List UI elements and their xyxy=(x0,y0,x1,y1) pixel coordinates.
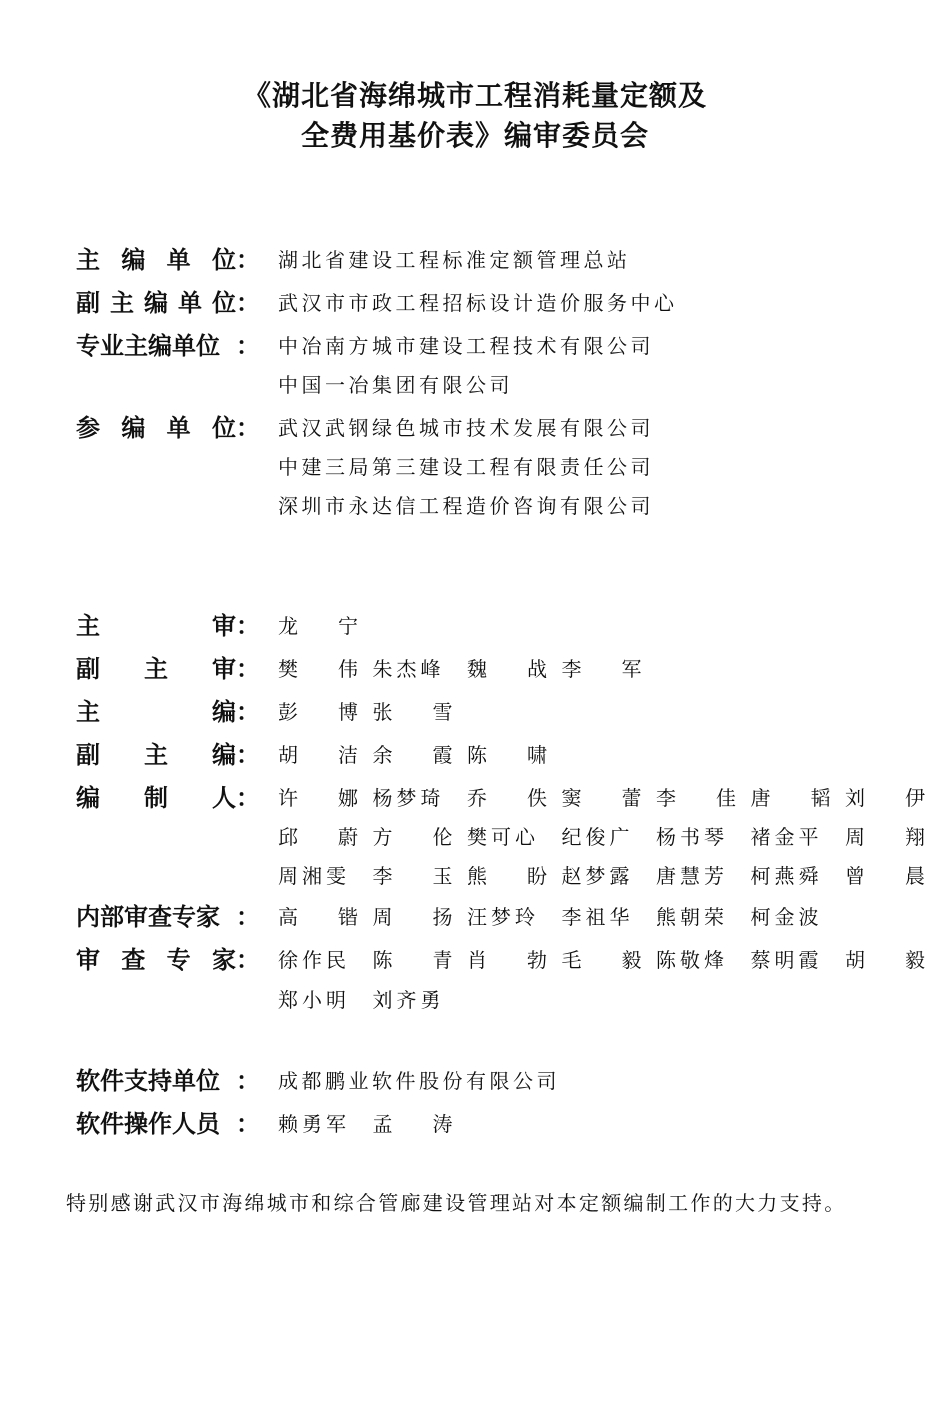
member-name-char: 魏 xyxy=(467,657,487,681)
role-label xyxy=(76,244,236,276)
member-name-char: 刘 xyxy=(372,988,393,1012)
unit-name: 湖北省建设工程标准定额管理总站 xyxy=(278,248,631,272)
member-name-char: 雪 xyxy=(432,700,453,724)
member-name-char: 唐 xyxy=(750,786,771,810)
member-name xyxy=(373,696,453,728)
member-name xyxy=(278,696,358,728)
member-name-char: 金 xyxy=(774,825,795,849)
label-colon: ： xyxy=(236,784,260,812)
role-label-char: 位 xyxy=(211,246,236,274)
member-name xyxy=(562,944,642,976)
role-label xyxy=(76,610,236,642)
document-title-line-2: 全费用基价表》编审委员会 xyxy=(300,119,649,152)
member-name xyxy=(278,821,358,853)
member-names xyxy=(278,1108,918,1140)
member-name-char: 广 xyxy=(609,825,630,849)
member-name-char: 梦 xyxy=(491,905,511,929)
member-name-char: 青 xyxy=(432,948,453,972)
member-name xyxy=(751,782,831,814)
member-name-char: 许 xyxy=(278,786,298,810)
committee-row-continued xyxy=(0,490,950,522)
role-label xyxy=(76,287,236,319)
member-name-char: 伟 xyxy=(338,657,358,681)
member-name xyxy=(278,944,346,976)
committee-row-continued xyxy=(0,369,950,401)
member-name xyxy=(467,653,547,685)
member-name-char: 民 xyxy=(326,948,346,972)
member-name-char: 杰 xyxy=(396,657,417,681)
member-name xyxy=(751,944,819,976)
member-name-char: 作 xyxy=(302,948,322,972)
committee-row-continued xyxy=(0,451,950,483)
member-name-char: 佳 xyxy=(716,786,736,810)
role-label-char: 单 xyxy=(166,246,191,274)
member-name xyxy=(562,782,642,814)
role-label xyxy=(76,944,236,976)
member-name-char: 柯 xyxy=(750,905,771,929)
member-name-char: 周 xyxy=(372,905,393,929)
member-name-char: 汪 xyxy=(467,905,487,929)
member-name-char: 小 xyxy=(302,988,322,1012)
member-name-char: 毅 xyxy=(621,948,642,972)
label-colon: ： xyxy=(236,289,260,317)
member-name-char: 纪 xyxy=(561,825,582,849)
member-names xyxy=(278,610,918,642)
member-name-char: 勃 xyxy=(527,948,547,972)
unit-name: 武汉市市政工程招标设计造价服务中心 xyxy=(278,291,678,315)
label-colon: ： xyxy=(236,698,260,726)
committee-row xyxy=(0,287,950,319)
member-name-char: 李 xyxy=(561,905,582,929)
unit-name: 中建三局第三建设工程有限责任公司 xyxy=(278,455,654,479)
member-name xyxy=(278,984,346,1016)
member-name-char: 平 xyxy=(798,825,819,849)
label-colon: ： xyxy=(236,741,260,769)
member-name xyxy=(467,860,547,892)
member-name-char: 军 xyxy=(326,1112,346,1136)
member-name-char: 彭 xyxy=(278,700,298,724)
member-name-char: 祖 xyxy=(585,905,606,929)
committee-row xyxy=(0,653,950,685)
role-label-char: 家 xyxy=(211,946,236,974)
role-label xyxy=(76,782,236,814)
role-label-char: 审 xyxy=(212,612,236,640)
role-label-char: 查 xyxy=(121,946,146,974)
member-name-char: 伦 xyxy=(432,825,453,849)
member-name-char: 宁 xyxy=(338,614,358,638)
member-name-char: 梦 xyxy=(585,864,606,888)
member-name-char: 舜 xyxy=(798,864,819,888)
role-label-char: 人 xyxy=(212,784,236,812)
committee-row xyxy=(0,412,950,444)
member-names xyxy=(278,860,925,892)
member-name-char: 杨 xyxy=(372,786,393,810)
member-name-char: 玲 xyxy=(515,905,535,929)
member-name-char: 李 xyxy=(656,786,676,810)
role-label xyxy=(76,696,236,728)
committee-row xyxy=(0,739,950,771)
role-label-char: 位 xyxy=(211,414,236,442)
member-name xyxy=(467,821,535,853)
unit-name: 中国一冶集团有限公司 xyxy=(278,373,513,397)
role-label-char: 专 xyxy=(166,946,191,974)
role-label-char: 副 xyxy=(76,655,100,683)
committee-row xyxy=(0,610,950,642)
member-name xyxy=(656,944,724,976)
role-label-char: 单 xyxy=(178,289,202,317)
member-name-char: 樊 xyxy=(467,825,487,849)
member-name-char: 乔 xyxy=(467,786,487,810)
role-label: 软件操作人员 xyxy=(76,1110,220,1138)
role-label: 专业主编单位 xyxy=(76,332,220,360)
member-name xyxy=(373,1108,453,1140)
member-name-char: 俊 xyxy=(585,825,606,849)
member-name-char: 陈 xyxy=(656,948,676,972)
member-name-char: 赖 xyxy=(278,1112,298,1136)
role-label-char: 主 xyxy=(76,246,100,274)
member-name-char: 扬 xyxy=(432,905,453,929)
member-name-char: 褚 xyxy=(750,825,771,849)
member-name xyxy=(656,782,736,814)
member-name xyxy=(373,782,441,814)
member-name-char: 柯 xyxy=(750,864,771,888)
member-name-char: 余 xyxy=(372,743,393,767)
member-name xyxy=(562,860,630,892)
member-names xyxy=(278,696,918,728)
member-name-char: 琴 xyxy=(704,825,724,849)
member-name xyxy=(845,860,925,892)
role-label-char: 主 xyxy=(144,655,168,683)
member-names xyxy=(278,739,918,771)
member-name-char: 娜 xyxy=(338,786,358,810)
member-names xyxy=(278,901,918,933)
member-name-char: 陈 xyxy=(467,743,487,767)
member-name-char: 伊 xyxy=(905,786,925,810)
committee-row xyxy=(0,782,950,814)
member-name-char: 朝 xyxy=(680,905,700,929)
member-name-char: 雯 xyxy=(326,864,346,888)
member-name-char: 曾 xyxy=(845,864,865,888)
member-name xyxy=(278,782,358,814)
member-name xyxy=(751,901,819,933)
member-name-char: 方 xyxy=(372,825,393,849)
member-name-char: 洁 xyxy=(338,743,358,767)
member-name xyxy=(467,782,547,814)
role-label-char: 编 xyxy=(144,289,168,317)
member-name xyxy=(751,860,819,892)
member-name xyxy=(656,901,724,933)
member-names xyxy=(278,653,918,685)
role-label-char: 副 xyxy=(76,289,100,317)
member-name-char: 勇 xyxy=(302,1112,322,1136)
label-colon: ： xyxy=(236,903,260,931)
committee-row xyxy=(0,1108,950,1140)
role-label: 内部审查专家 xyxy=(76,903,220,931)
unit-name: 深圳市永达信工程造价咨询有限公司 xyxy=(278,494,654,518)
member-name-char: 军 xyxy=(621,657,642,681)
member-name-char: 书 xyxy=(680,825,700,849)
member-name-char: 梦 xyxy=(396,786,417,810)
member-name xyxy=(373,821,453,853)
member-name-char: 李 xyxy=(561,657,582,681)
member-name-char: 陈 xyxy=(372,948,393,972)
member-name-char: 博 xyxy=(338,700,358,724)
member-name-char: 霞 xyxy=(798,948,819,972)
role-label-char: 位 xyxy=(212,289,236,317)
member-name-char: 湘 xyxy=(302,864,322,888)
committee-row-continued xyxy=(0,984,950,1016)
role-label-char: 编 xyxy=(212,698,236,726)
role-label xyxy=(76,653,236,685)
member-name-char: 胡 xyxy=(845,948,865,972)
member-name xyxy=(656,860,724,892)
member-names xyxy=(278,782,925,814)
member-name-char: 肖 xyxy=(467,948,487,972)
role-label-char: 单 xyxy=(166,414,191,442)
member-name-char: 盼 xyxy=(527,864,547,888)
label-colon: ： xyxy=(236,655,260,683)
member-name xyxy=(373,653,441,685)
label-colon: ： xyxy=(236,1067,260,1095)
label-colon: ： xyxy=(236,612,260,640)
member-name-char: 霞 xyxy=(432,743,453,767)
member-name xyxy=(278,653,358,685)
member-name xyxy=(373,984,441,1016)
member-name-char: 蔚 xyxy=(338,825,358,849)
member-name-char: 涛 xyxy=(432,1112,453,1136)
member-name xyxy=(562,821,630,853)
member-name xyxy=(562,901,630,933)
member-name xyxy=(373,739,453,771)
member-name-char: 佚 xyxy=(527,786,547,810)
member-name-char: 毛 xyxy=(561,948,582,972)
member-name-char: 韬 xyxy=(810,786,831,810)
member-name-char: 孟 xyxy=(372,1112,393,1136)
member-name-char: 胡 xyxy=(278,743,298,767)
member-name-char: 敬 xyxy=(680,948,700,972)
member-name-char: 赵 xyxy=(561,864,582,888)
committee-row-continued xyxy=(0,821,950,853)
document-title-line-1: 《湖北省海绵城市工程消耗量定额及 xyxy=(242,79,707,112)
member-name-char: 张 xyxy=(372,700,393,724)
member-name-char: 烽 xyxy=(704,948,724,972)
committee-row xyxy=(0,696,950,728)
member-name-char: 荣 xyxy=(704,905,724,929)
role-label xyxy=(76,412,236,444)
member-name-char: 徐 xyxy=(278,948,298,972)
member-name xyxy=(467,944,547,976)
member-name xyxy=(373,860,453,892)
member-name-char: 龙 xyxy=(278,614,298,638)
member-name-char: 杨 xyxy=(656,825,676,849)
label-colon: ： xyxy=(236,946,260,974)
member-name-char: 明 xyxy=(774,948,795,972)
unit-name: 中冶南方城市建设工程技术有限公司 xyxy=(278,334,654,358)
member-name-char: 熊 xyxy=(656,905,676,929)
member-name xyxy=(845,782,925,814)
role-label-char: 编 xyxy=(76,784,100,812)
member-name-char: 朱 xyxy=(372,657,393,681)
committee-row xyxy=(0,1065,950,1097)
unit-name: 成都鹏业软件股份有限公司 xyxy=(278,1069,560,1093)
member-name-char: 波 xyxy=(798,905,819,929)
member-name-char: 周 xyxy=(845,825,865,849)
member-name-char: 毅 xyxy=(905,948,925,972)
member-name-char: 芳 xyxy=(704,864,724,888)
role-label-char: 主 xyxy=(144,741,168,769)
committee-row xyxy=(0,944,950,976)
role-label xyxy=(76,739,236,771)
member-name xyxy=(278,610,358,642)
member-name xyxy=(278,739,358,771)
member-name-char: 蕾 xyxy=(621,786,642,810)
role-label-char: 编 xyxy=(121,246,146,274)
member-name-char: 邱 xyxy=(278,825,298,849)
member-name xyxy=(467,901,535,933)
member-name-char: 露 xyxy=(609,864,630,888)
member-name-char: 周 xyxy=(278,864,298,888)
role-label-char: 主 xyxy=(76,612,100,640)
role-label-char: 审 xyxy=(212,655,236,683)
member-name xyxy=(278,901,358,933)
member-names xyxy=(278,944,925,976)
member-name xyxy=(373,944,453,976)
role-label-char: 编 xyxy=(212,741,236,769)
member-name-char: 窦 xyxy=(561,786,582,810)
member-name-char: 金 xyxy=(774,905,795,929)
member-name xyxy=(845,821,925,853)
member-name-char: 啸 xyxy=(527,743,547,767)
member-name-char: 翔 xyxy=(905,825,925,849)
member-name xyxy=(562,653,642,685)
member-name-char: 唐 xyxy=(656,864,676,888)
label-colon: ： xyxy=(236,1110,260,1138)
member-name-char: 燕 xyxy=(774,864,795,888)
acknowledgement: 特别感谢武汉市海绵城市和综合管廊建设管理站对本定额编制工作的大力支持。 xyxy=(66,1191,847,1215)
committee-row xyxy=(0,244,950,276)
label-colon: ： xyxy=(236,332,260,360)
member-name-char: 战 xyxy=(527,657,547,681)
member-name-char: 慧 xyxy=(680,864,700,888)
role-label-char: 主 xyxy=(76,698,100,726)
member-name-char: 玉 xyxy=(432,864,453,888)
member-name-char: 峰 xyxy=(420,657,441,681)
member-name-char: 樊 xyxy=(278,657,298,681)
member-name-char: 刘 xyxy=(845,786,865,810)
member-name-char: 勇 xyxy=(420,988,441,1012)
member-name xyxy=(845,944,925,976)
member-name-char: 熊 xyxy=(467,864,487,888)
member-name-char: 郑 xyxy=(278,988,298,1012)
member-name xyxy=(467,739,547,771)
member-name xyxy=(751,821,819,853)
member-name-char: 锴 xyxy=(338,905,358,929)
member-names xyxy=(278,821,925,853)
label-colon: ： xyxy=(236,246,260,274)
role-label-char: 制 xyxy=(144,784,168,812)
committee-row xyxy=(0,330,950,362)
role-label-char: 参 xyxy=(76,414,100,442)
member-name-char: 心 xyxy=(515,825,535,849)
member-name xyxy=(278,1108,346,1140)
member-name xyxy=(656,821,724,853)
role-label-char: 主 xyxy=(110,289,134,317)
member-name xyxy=(278,860,346,892)
member-name-char: 李 xyxy=(372,864,393,888)
member-name-char: 华 xyxy=(609,905,630,929)
member-name-char: 高 xyxy=(278,905,298,929)
member-name-char: 明 xyxy=(326,988,346,1012)
role-label-char: 编 xyxy=(121,414,146,442)
member-name-char: 晨 xyxy=(905,864,925,888)
member-name-char: 蔡 xyxy=(750,948,771,972)
unit-name: 武汉武钢绿色城市技术发展有限公司 xyxy=(278,416,654,440)
member-name-char: 可 xyxy=(491,825,511,849)
label-colon: ： xyxy=(236,414,260,442)
role-label-char: 审 xyxy=(76,946,100,974)
role-label: 软件支持单位 xyxy=(76,1067,220,1095)
member-name-char: 琦 xyxy=(420,786,441,810)
member-name-char: 齐 xyxy=(396,988,417,1012)
committee-row xyxy=(0,901,950,933)
member-names xyxy=(278,984,918,1016)
member-name xyxy=(373,901,453,933)
committee-row-continued xyxy=(0,860,950,892)
role-label-char: 副 xyxy=(76,741,100,769)
